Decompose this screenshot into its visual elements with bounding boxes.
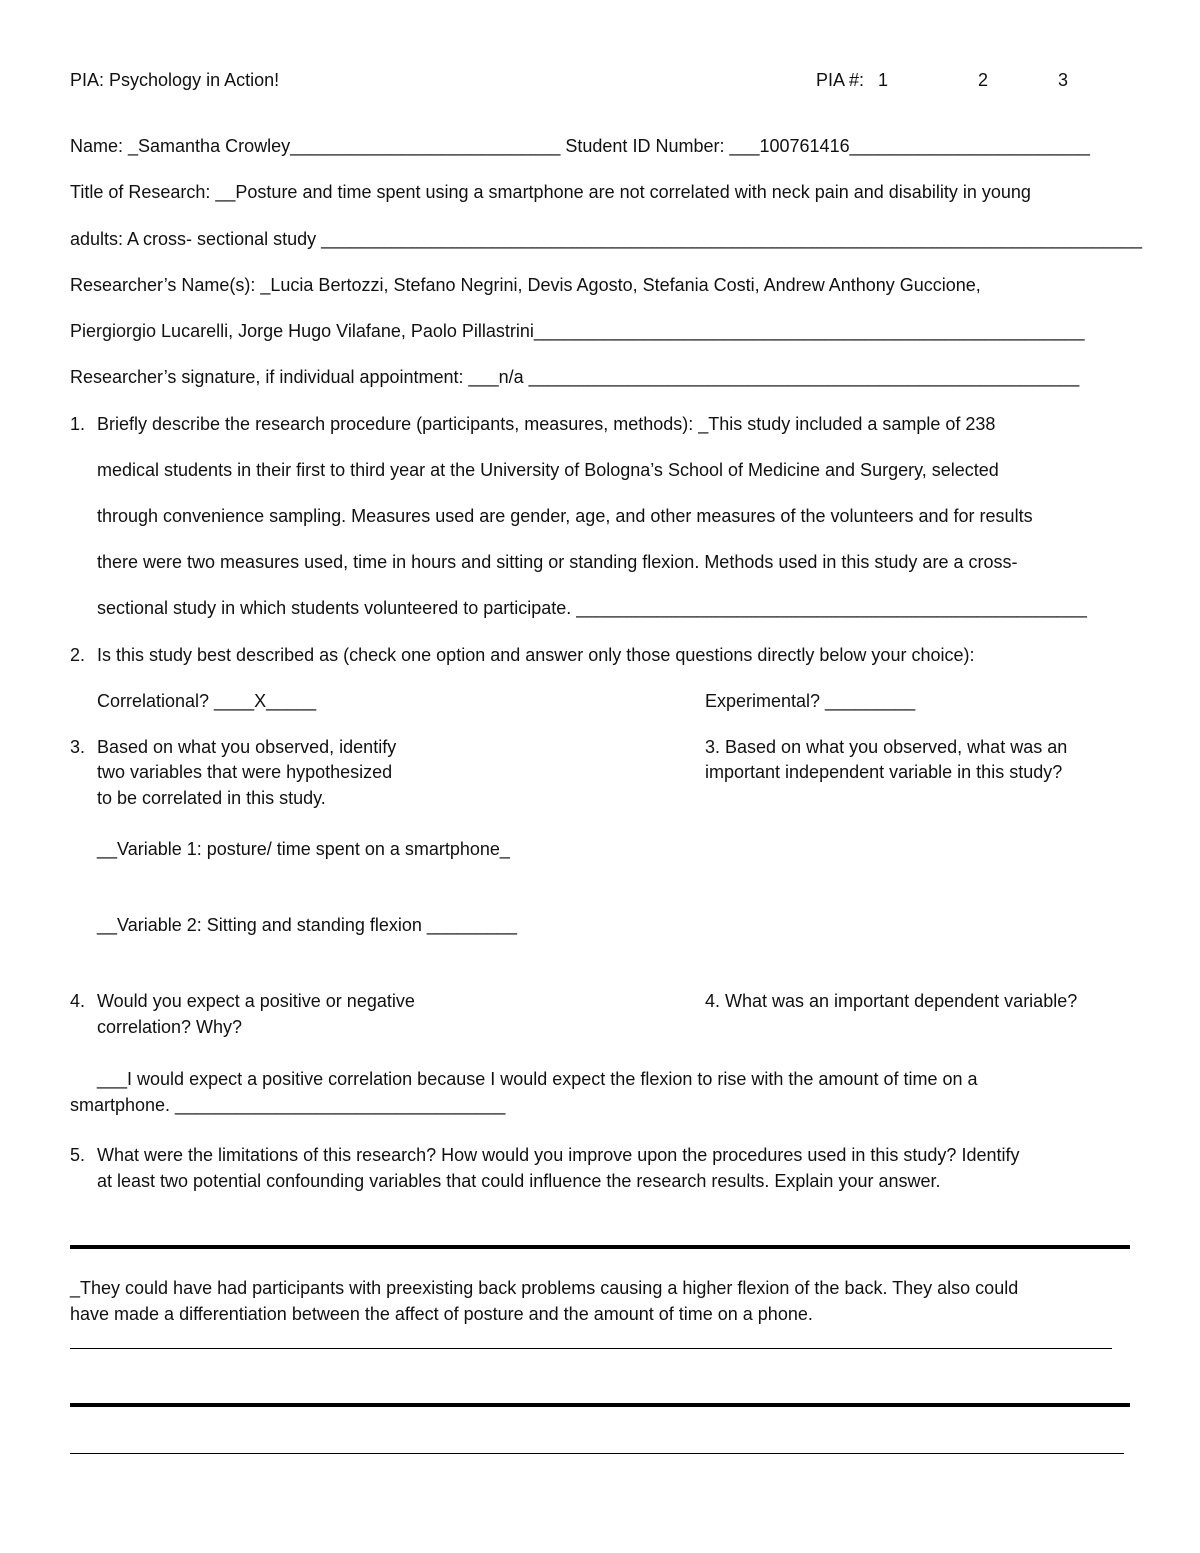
question-5-line: What were the limitations of this research? How would you improve upon the procedures used in this study? Identify (97, 1145, 1020, 1165)
researcher-signature-field[interactable]: Researcher’s signature, if individual appointment: ___n/a _______________________________________________________ (70, 367, 1080, 387)
answer-divider (70, 1245, 1130, 1249)
answer-underline (70, 1348, 1112, 1349)
question-3-left-line: to be correlated in this study. (97, 788, 326, 808)
name-and-student-id-field[interactable]: Name: _Samantha Crowley___________________________ Student ID Number: ___100761416________________________ (70, 136, 1090, 156)
question-1-line[interactable]: there were two measures used, time in hours and sitting or standing flexion. Methods used in this study are a cross- (97, 552, 1018, 572)
variable-2-field[interactable]: __Variable 2: Sitting and standing flexion _________ (97, 915, 517, 935)
variable-1-field[interactable]: __Variable 1: posture/ time spent on a smartphone_ (97, 839, 510, 859)
answer-underline (70, 1453, 1124, 1454)
question-4-answer-line-1[interactable]: ___I would expect a positive correlation because I would expect the flexion to rise with the amount of time on a (97, 1069, 978, 1089)
question-5-number: 5. (70, 1145, 86, 1165)
question-4-number: 4. (70, 991, 86, 1011)
question-5-answer-line[interactable]: _They could have had participants with preexisting back problems causing a higher flexion of the back. They also could (70, 1278, 1019, 1298)
question-2-number: 2. (70, 645, 86, 665)
question-1-number: 1. (70, 414, 86, 434)
question-3-left-line: Based on what you observed, identify (97, 737, 397, 757)
pia-number-label: PIA #: (816, 70, 865, 90)
question-4-right-line: 4. What was an important dependent variable? (705, 991, 1078, 1011)
question-4-left-line: correlation? Why? (97, 1017, 243, 1037)
answer-divider (70, 1403, 1130, 1407)
question-2-text: Is this study best described as (check one option and answer only those questions directly below your choice): (97, 645, 975, 665)
question-1-line[interactable]: medical students in their first to third year at the University of Bologna’s School of Medicine and Surgery, selected (97, 460, 999, 480)
question-5-line: at least two potential confounding variables that could influence the research results. Explain your answer. (97, 1171, 941, 1191)
researcher-names-field-line-1[interactable]: Researcher’s Name(s): _Lucia Bertozzi, Stefano Negrini, Devis Agosto, Stefania Costi, Andrew Anthony Guccione, (70, 275, 981, 295)
question-3-right-line: 3. Based on what you observed, what was an (705, 737, 1068, 757)
pia-option-2[interactable]: 2 (978, 70, 989, 90)
question-1-line[interactable]: sectional study in which students volunteered to participate. ___________________________________________________ (97, 598, 1087, 618)
question-3-right-line: important independent variable in this study? (705, 762, 1063, 782)
question-1-line[interactable]: through convenience sampling. Measures used are gender, age, and other measures of the volunteers and for results (97, 506, 1033, 526)
pia-option-1[interactable]: 1 (878, 70, 889, 90)
question-1-line[interactable]: Briefly describe the research procedure (participants, measures, methods): _This study included a sample of 238 (97, 414, 996, 434)
correlational-option[interactable]: Correlational? ____X_____ (97, 691, 317, 711)
researcher-names-field-line-2[interactable]: Piergiorgio Lucarelli, Jorge Hugo Vilafane, Paolo Pillastrini_______________________________________________________ (70, 321, 1085, 341)
question-5-answer-line[interactable]: have made a differentiation between the affect of posture and the amount of time on a phone. (70, 1304, 813, 1324)
research-title-field-line-1[interactable]: Title of Research: __Posture and time spent using a smartphone are not correlated with neck pain and disability in young (70, 182, 1031, 202)
question-4-answer-line-2[interactable]: smartphone. _________________________________ (70, 1095, 506, 1115)
question-3-left-line: two variables that were hypothesized (97, 762, 393, 782)
research-title-field-line-2[interactable]: adults: A cross- sectional study __________________________________________________________________________________ (70, 229, 1143, 249)
question-4-left-line: Would you expect a positive or negative (97, 991, 415, 1011)
pia-option-3[interactable]: 3 (1058, 70, 1069, 90)
experimental-option[interactable]: Experimental? _________ (705, 691, 916, 711)
question-3-number: 3. (70, 737, 86, 757)
form-title: PIA: Psychology in Action! (70, 70, 280, 90)
